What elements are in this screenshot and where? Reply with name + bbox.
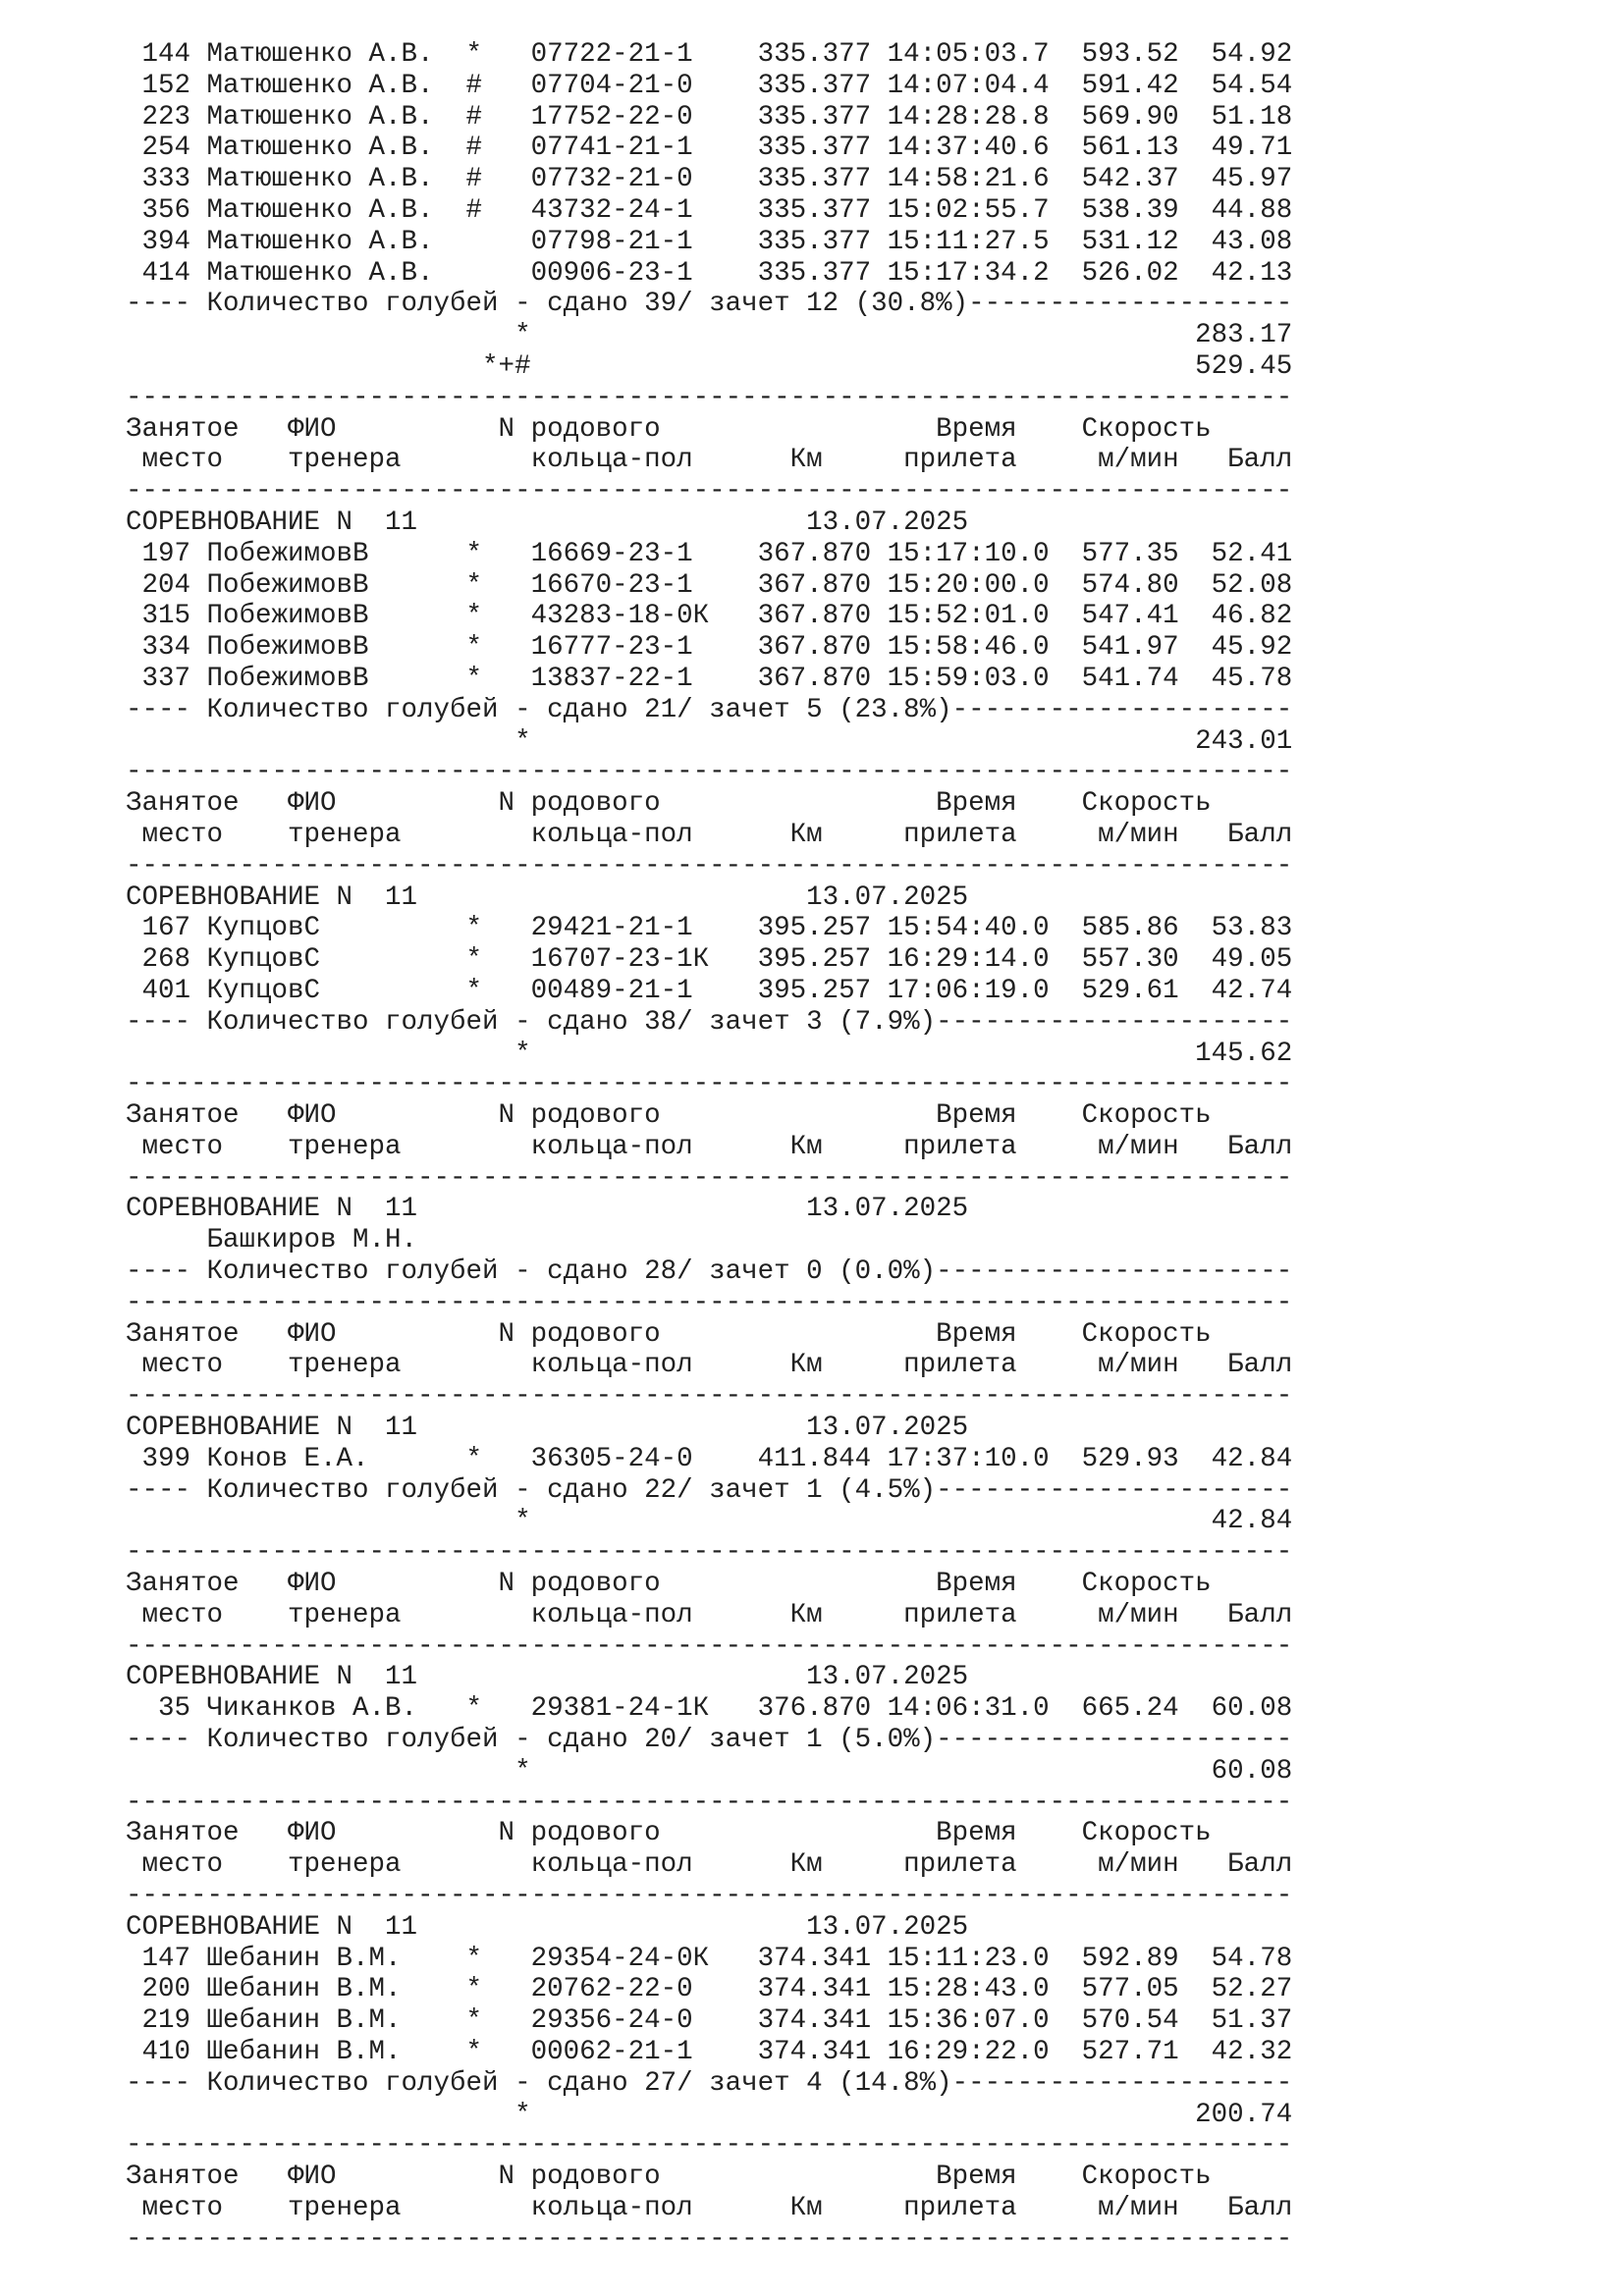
column-header-line: Занятое ФИО N родового Время Скорость [126,413,1212,445]
total-line: * 200.74 [126,2099,1293,2130]
result-row: 399 Конов Е.А. * 36305-24-0 411.844 17:37:10.0 529.93 42.84 [126,1443,1293,1474]
result-row: 147 Шебанин В.М. * 29354-24-0К 374.341 15:11:23.0 592.89 54.78 [126,1943,1293,1974]
separator-line: ------------------------------------------------------------------------ [126,1069,1293,1100]
competition-title-line: СОРЕВНОВАНИЕ N 11 13.07.2025 [126,1911,969,1943]
separator-line: ------------------------------------------------------------------------ [126,382,1293,413]
separator-line: ------------------------------------------------------------------------ [126,476,1293,507]
result-row: 35 Чиканков А.В. * 29381-24-1К 376.870 14:06:31.0 665.24 60.08 [126,1693,1293,1725]
total-line: * 243.01 [126,725,1293,757]
result-row: 333 Матюшенко А.В. # 07732-21-0 335.377 14:58:21.6 542.37 45.97 [126,164,1293,195]
pigeon-race-results-report [126,39,1292,2256]
separator-line: ------------------------------------------------------------------------ [126,850,1293,881]
column-header-line: Занятое ФИО N родового Время Скорость [126,1100,1212,1132]
competition-title-line: СОРЕВНОВАНИЕ N 11 13.07.2025 [126,881,969,913]
result-row: 152 Матюшенко А.В. # 07704-21-0 335.377 14:07:04.4 591.42 54.54 [126,70,1293,101]
result-row: 200 Шебанин В.М. * 20762-22-0 374.341 15:28:43.0 577.05 52.27 [126,1974,1293,2005]
summary-line: ---- Количество голубей - сдано 28/ зачет 0 (0.0%)---------------------- [126,1256,1293,1288]
total-line: *+# 529.45 [126,350,1293,382]
column-header-line: место тренера кольца-пол Км прилета м/мин Балл [126,1350,1293,1381]
column-header-line: место тренера кольца-пол Км прилета м/мин Балл [126,1849,1293,1881]
column-header-line: место тренера кольца-пол Км прилета м/мин Балл [126,1131,1293,1162]
column-header-line: место тренера кольца-пол Км прилета м/мин Балл [126,2192,1293,2223]
trainer-name-line: Башкиров М.Н. [126,1225,418,1256]
result-row: 401 КупцовС * 00489-21-1 395.257 17:06:19.0 529.61 42.74 [126,975,1293,1006]
result-row: 337 ПобежимовВ * 13837-22-1 367.870 15:59:03.0 541.74 45.78 [126,663,1293,694]
separator-line: ------------------------------------------------------------------------ [126,1381,1293,1413]
competition-title-line: СОРЕВНОВАНИЕ N 11 13.07.2025 [126,507,969,538]
separator-line: ------------------------------------------------------------------------ [126,1287,1293,1318]
total-line: * 42.84 [126,1506,1293,1537]
column-header-line: Занятое ФИО N родового Время Скорость [126,1569,1212,1600]
separator-line: ------------------------------------------------------------------------ [126,1881,1293,1912]
total-line: * 60.08 [126,1755,1293,1787]
total-line: * 145.62 [126,1038,1293,1069]
summary-line: ---- Количество голубей - сдано 20/ зачет 1 (5.0%)---------------------- [126,1725,1293,1756]
result-row: 394 Матюшенко А.В. 07798-21-1 335.377 15:11:27.5 531.12 43.08 [126,226,1293,257]
separator-line: ------------------------------------------------------------------------ [126,1537,1293,1569]
result-row: 254 Матюшенко А.В. # 07741-21-1 335.377 14:37:40.6 561.13 49.71 [126,133,1293,164]
summary-line: ---- Количество голубей - сдано 39/ зачет 12 (30.8%)-------------------- [126,289,1293,320]
result-row: 223 Матюшенко А.В. # 17752-22-0 335.377 14:28:28.8 569.90 51.18 [126,101,1293,133]
result-row: 356 Матюшенко А.В. # 43732-24-1 335.377 15:02:55.7 538.39 44.88 [126,194,1293,226]
result-row: 167 КупцовС * 29421-21-1 395.257 15:54:40.0 585.86 53.83 [126,913,1293,944]
result-row: 268 КупцовС * 16707-23-1К 395.257 16:29:14.0 557.30 49.05 [126,944,1293,976]
result-row: 414 Матюшенко А.В. 00906-23-1 335.377 15:17:34.2 526.02 42.13 [126,257,1293,289]
summary-line: ---- Количество голубей - сдано 27/ зачет 4 (14.8%)--------------------- [126,2067,1293,2099]
column-header-line: Занятое ФИО N родового Время Скорость [126,1818,1212,1849]
summary-line: ---- Количество голубей - сдано 38/ зачет 3 (7.9%)---------------------- [126,1006,1293,1038]
result-row: 204 ПобежимовВ * 16670-23-1 367.870 15:20:00.0 574.80 52.08 [126,569,1293,601]
result-row: 144 Матюшенко А.В. * 07722-21-1 335.377 14:05:03.7 593.52 54.92 [126,39,1293,70]
result-row: 315 ПобежимовВ * 43283-18-0К 367.870 15:52:01.0 547.41 46.82 [126,601,1293,632]
competition-title-line: СОРЕВНОВАНИЕ N 11 13.07.2025 [126,1194,969,1225]
column-header-line: Занятое ФИО N родового Время Скорость [126,788,1212,820]
result-row: 334 ПобежимовВ * 16777-23-1 367.870 15:58:46.0 541.97 45.92 [126,632,1293,664]
column-header-line: место тренера кольца-пол Км прилета м/мин Балл [126,819,1293,850]
result-row: 410 Шебанин В.М. * 00062-21-1 374.341 16:29:22.0 527.71 42.32 [126,2037,1293,2067]
separator-line: ------------------------------------------------------------------------ [126,757,1293,788]
column-header-line: Занятое ФИО N родового Время Скорость [126,1318,1212,1350]
separator-line: ------------------------------------------------------------------------ [126,2223,1293,2255]
competition-title-line: СОРЕВНОВАНИЕ N 11 13.07.2025 [126,1662,969,1693]
separator-line: ------------------------------------------------------------------------ [126,1162,1293,1194]
separator-line: ------------------------------------------------------------------------ [126,2130,1293,2162]
column-header-line: место тренера кольца-пол Км прилета м/мин Балл [126,1599,1293,1630]
result-row: 197 ПобежимовВ * 16669-23-1 367.870 15:17:10.0 577.35 52.41 [126,538,1293,569]
summary-line: ---- Количество голубей - сдано 22/ зачет 1 (4.5%)---------------------- [126,1474,1293,1506]
column-header-line: Занятое ФИО N родового Время Скорость [126,2162,1212,2193]
column-header-line: место тренера кольца-пол Км прилета м/мин Балл [126,445,1293,476]
result-row: 219 Шебанин В.М. * 29356-24-0 374.341 15:36:07.0 570.54 51.37 [126,2005,1293,2037]
separator-line: ------------------------------------------------------------------------ [126,1630,1293,1662]
separator-line: ------------------------------------------------------------------------ [126,1787,1293,1818]
competition-title-line: СОРЕВНОВАНИЕ N 11 13.07.2025 [126,1413,969,1444]
summary-line: ---- Количество голубей - сдано 21/ зачет 5 (23.8%)--------------------- [126,694,1293,725]
total-line: * 283.17 [126,320,1293,351]
